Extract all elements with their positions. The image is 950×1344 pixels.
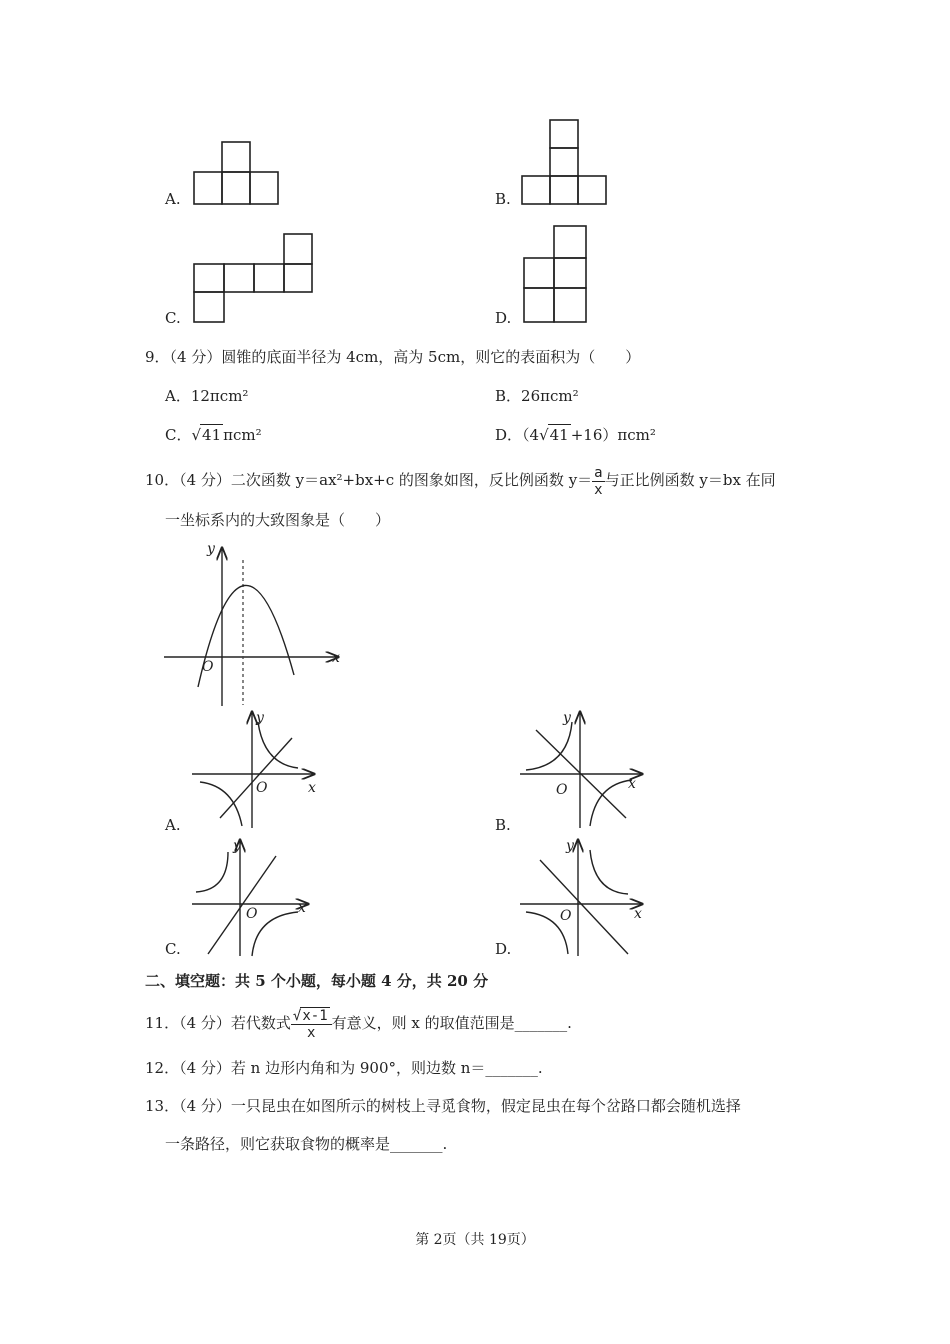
q8-option-d-figure (520, 222, 592, 326)
q13-line1: 13．（4 分）一只昆虫在如图所示的树枝上寻觅食物，假定昆虫在每个岔路口都会随机选择 (145, 1097, 741, 1115)
q9-option-c-tail: πcm² (223, 426, 262, 444)
q9-option-c (165, 424, 262, 445)
section-title: 二、填空题：共 5 个小题，每小题 4 分，共 20 分 (145, 972, 489, 990)
q10-option-c-graph (188, 836, 328, 960)
q11-frac-num (291, 1007, 332, 1025)
x-axis-label: x (308, 780, 316, 796)
q9-option-a (165, 386, 248, 406)
q10-stem-line1 (145, 462, 776, 498)
q8-option-b-figure (518, 116, 582, 208)
y-axis-label: y (563, 710, 571, 726)
sqrt-sign: √ (191, 426, 202, 444)
q9-option-d-label: D． (495, 426, 523, 444)
hyperbola-branch (526, 722, 572, 770)
q8-option-d-label: D. (495, 309, 512, 327)
origin-label: O (560, 908, 572, 924)
q11-fraction (291, 1007, 332, 1041)
q10-option-d-graph (516, 836, 656, 960)
q8-option-c-figure (190, 230, 318, 326)
x-axis-label: x (634, 906, 642, 922)
q9-option-a-value: 12πcm² (190, 387, 249, 405)
q8-option-a-label: A. (165, 190, 181, 208)
q10-option-c-label: C. (165, 940, 181, 958)
q10-option-a-graph (188, 708, 328, 832)
sqrt-sign: √ (292, 1008, 302, 1024)
line (208, 856, 276, 954)
origin-label: O (256, 780, 268, 796)
hyperbola-branch (590, 850, 628, 894)
q9-option-a-label: A． (165, 387, 191, 405)
x-axis-label: x (332, 650, 340, 666)
q10-frac-num: a (594, 464, 603, 481)
hyperbola-branch (252, 912, 298, 956)
q9-stem: 9．（4 分）圆锥的底面半径为 4cm，高为 5cm，则它的表面积为（ ） (145, 348, 641, 366)
q11 (145, 1005, 572, 1041)
q9-option-b-label: B． (495, 387, 522, 405)
origin-label: O (556, 782, 568, 798)
hyperbola-branch (258, 722, 298, 768)
y-axis-label: y (233, 838, 241, 854)
line (540, 860, 628, 954)
q9-option-b (495, 386, 579, 406)
q8-option-b-figure-extra (576, 172, 610, 208)
q8-option-b-label: B. (495, 190, 511, 208)
origin-label: O (202, 659, 214, 675)
q9-option-d (495, 424, 656, 445)
page-footer: 第 2页（共 19页） (415, 1232, 535, 1248)
q10-option-b-label: B. (495, 816, 511, 834)
q9-option-d-tail: +16）πcm² (570, 426, 656, 444)
q10-stem-line2: 一坐标系内的大致图象是（ ） (165, 511, 391, 529)
q9-option-d-radicand: 41 (549, 426, 569, 444)
q10-stem-part2: 与正比例函数 y＝bx 在同 (604, 471, 776, 489)
q8-option-c-label: C. (165, 309, 181, 327)
q8-option-a-figure (190, 138, 285, 208)
q10-option-b-graph (516, 708, 656, 832)
y-axis-label: y (256, 710, 264, 726)
y-axis-label: y (566, 838, 574, 854)
q10-frac-den: x (594, 481, 603, 498)
line (220, 738, 292, 818)
q9-option-c-radicand: 41 (202, 426, 222, 444)
hyperbola-branch (196, 852, 228, 892)
q10-option-a-label: A. (165, 816, 181, 834)
x-axis-label: x (298, 900, 306, 916)
q10-parabola-graph (160, 540, 350, 710)
q10-option-d-label: D. (495, 940, 512, 958)
q11-prefix: 11．（4 分）若代数式 (145, 1014, 291, 1032)
q11-frac-den: x (307, 1025, 316, 1041)
sqrt-sign: √ (539, 426, 549, 444)
q12: 12．（4 分）若 n 边形内角和为 900°，则边数 n＝_______. (145, 1059, 543, 1077)
q13-line2: 一条路径，则它获取食物的概率是_______. (165, 1135, 448, 1153)
origin-label: O (246, 906, 258, 922)
q10-fraction (592, 465, 604, 498)
q10-stem-part1: 10．（4 分）二次函数 y＝ax²+bx+c 的图象如图，反比例函数 y＝ (145, 471, 593, 489)
x-axis-label: x (628, 776, 636, 792)
hyperbola-branch (200, 782, 242, 826)
y-axis-label: y (207, 541, 215, 557)
q11-suffix: 有意义，则 x 的取值范围是_______. (331, 1014, 572, 1032)
q9-option-c-label: C． (165, 426, 192, 444)
q11-radicand: x-1 (302, 1008, 328, 1024)
q9-option-d-prefix: （4 (522, 426, 540, 444)
q9-option-b-value: 26πcm² (521, 387, 579, 405)
